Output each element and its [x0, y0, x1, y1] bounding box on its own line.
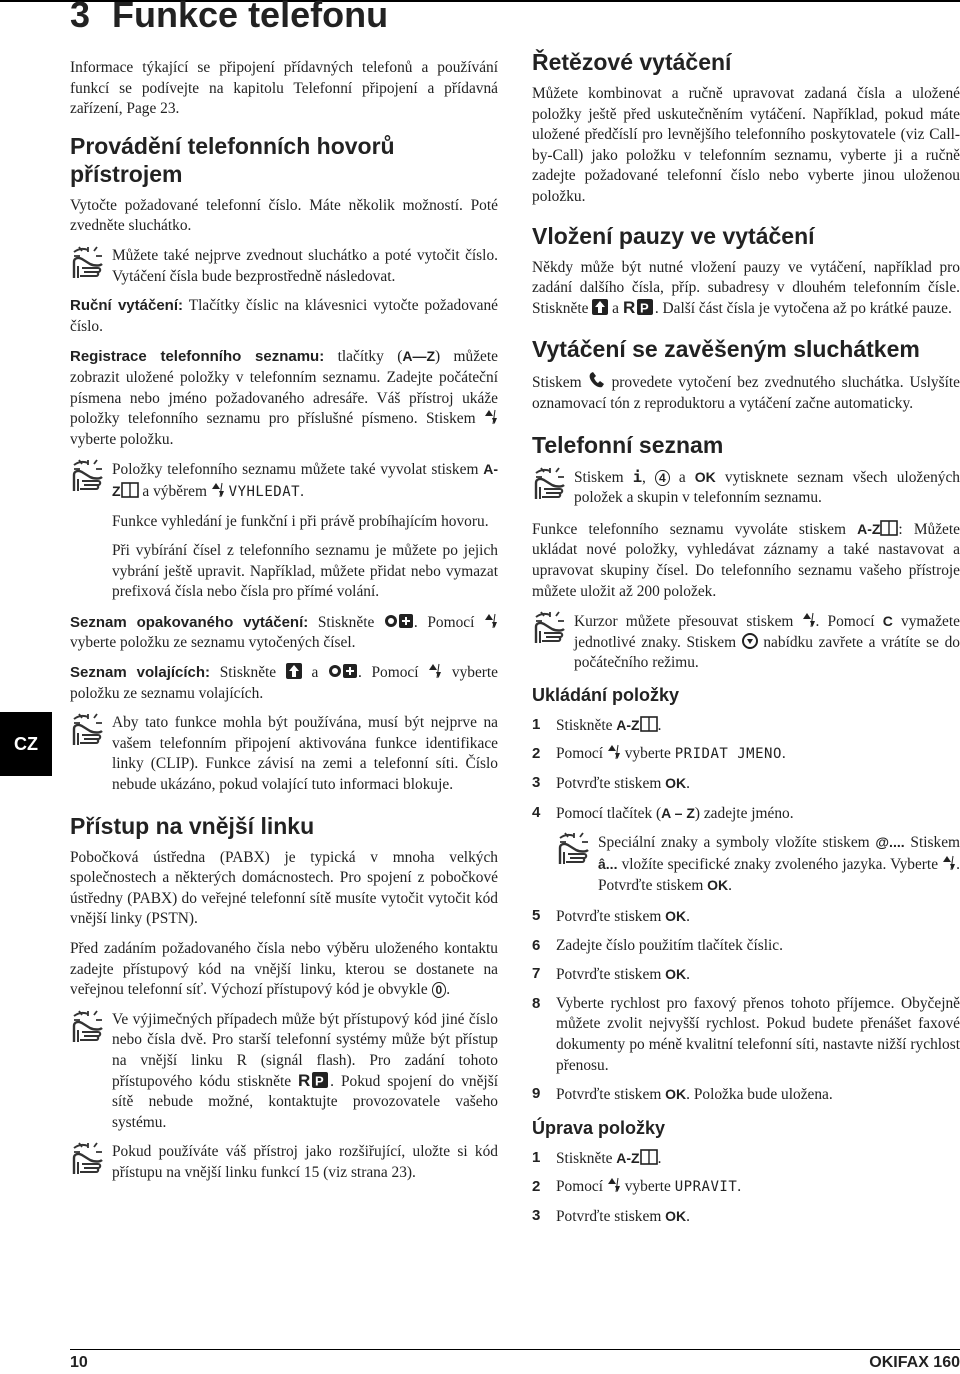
- step: [532, 803, 960, 825]
- tip-text: Můžete také nejprve zvednout sluchátko a poté vytočit číslo. Vytáčení čísla bude bezprostředně následovat.: [112, 246, 498, 285]
- key-language-chars: â...: [598, 855, 618, 872]
- tip-icon: [70, 713, 106, 747]
- step: [532, 994, 960, 1076]
- step-text: .: [657, 1149, 662, 1167]
- tip-text-part: Kurzor můžete přesouvat stiskem: [574, 613, 802, 631]
- access-code-text: .: [446, 981, 451, 999]
- key-a-z: A – Z: [661, 804, 695, 821]
- step: [532, 744, 960, 765]
- tip-extension: [70, 1142, 498, 1183]
- tip-text: Při vybírání čísel z telefonního seznamu je můžete po jejich vybrání ještě upravit. Například, můžete přidat nebo vymazat prefixová čísla nebo čísla pro přímé volání.: [112, 542, 498, 601]
- heading-pause: Vložení pauzy ve vytáčení: [532, 222, 815, 249]
- step: [532, 1084, 960, 1106]
- step-number: 5: [532, 907, 541, 925]
- step-text: .: [737, 1178, 742, 1196]
- pause-text: . Další část čísla je vytočena až po krátké pauze.: [654, 299, 952, 317]
- page-number: 10: [70, 1354, 88, 1371]
- phonebook-icon: [121, 482, 139, 498]
- on-hook-text: Stiskem: [532, 374, 588, 392]
- footer-rule: [70, 1349, 960, 1350]
- phonebook-icon: [640, 1149, 658, 1165]
- step-number: 7: [532, 965, 541, 983]
- step-text: .: [686, 966, 690, 984]
- step: [532, 1148, 960, 1170]
- model-name: OKIFAX 160: [869, 1354, 960, 1371]
- tip-text: [574, 467, 960, 509]
- callers-text: a: [301, 664, 328, 682]
- step: [532, 1177, 960, 1198]
- paragraph-pabx: Pobočková ústředna (PABX) je typická v mnoha velkých společnostech a některých domácnostech. Pro spojení z pobočkové ústředny (PABX) do veřejné telefonní sítě musíte vytočit vytočit kód vnější linky (PSTN).: [70, 848, 498, 928]
- key-ok: OK: [707, 877, 729, 894]
- display-text-search: VYHLEDAT: [228, 483, 301, 500]
- step-number: 2: [532, 745, 541, 763]
- paragraph-access-code: [70, 939, 498, 1001]
- tip-icon: [70, 459, 106, 493]
- step-number: 1: [532, 1148, 541, 1166]
- tip-special-chars: [556, 832, 960, 897]
- tip-text-part: nabídku zavřete a vrátíte se do počátečního režimu.: [574, 633, 960, 672]
- tip-text: [574, 611, 960, 674]
- callers-label: Seznam volajících:: [70, 664, 211, 682]
- paragraph-manual-dial: [70, 296, 498, 337]
- phonebook-icon: [880, 520, 898, 536]
- paragraph-on-hook: [532, 371, 960, 414]
- paragraph-phonebook: [532, 519, 960, 602]
- step-text: .: [686, 908, 690, 926]
- tip-text-part: Ve výjimečných případech může být přístupový kód jiné číslo nebo čísla dvě. Pro starší telefonní systémy může být přístup na vnější linku R (signál flash). Pro zadání tohoto přístupového kódu stiskněte: [112, 1010, 498, 1090]
- phonebook-reg-text: tlačítky (: [324, 348, 403, 366]
- step-number: 1: [532, 715, 541, 733]
- step-number: 3: [532, 1206, 541, 1224]
- tip-flash: [70, 1010, 498, 1134]
- language-tab: CZ: [0, 712, 52, 776]
- paragraph-redial: [70, 613, 498, 654]
- step-text: Stiskněte: [556, 1149, 617, 1167]
- tip-text-part: a výběrem: [138, 482, 211, 500]
- r-key-icon: [623, 299, 655, 315]
- step-text: Vyberte rychlost pro faxový přenos tohoto příjemce. Obyčejně můžete zvolit nejvyšší rychlost. Pokud budete přenášet faxové dokumenty po méně kvalitní telefonní síti, nastavte nižší rychlost přenosu.: [556, 994, 960, 1074]
- tip-icon: [532, 467, 568, 501]
- tip-text: Pokud používáte váš přístroj jako rozšiřující, uložte si kód přístupu na vnější linku funkcí 15 (viz strana 23).: [112, 1143, 498, 1181]
- step-text: vyberte: [620, 745, 675, 763]
- step-text: Pomocí: [556, 1178, 607, 1196]
- heading-edit-entry: Úprava položky: [532, 1117, 666, 1138]
- access-code-text: Před zadáním požadovaného čísla nebo výběru uloženého kontaktu zadejte přístupový kód na vnější linku, kterou se dostanete na veřejnou telefonní síť. Výchozí přístupový kód je obvykle: [70, 940, 498, 999]
- up-down-arrow-icon: [802, 612, 816, 628]
- paragraph-phonebook-reg: [70, 346, 498, 450]
- tip-text-part: vymažete jednotlivé znaky. Stiskem: [574, 613, 960, 651]
- step-number: 4: [532, 803, 541, 821]
- redial-text: vyberte položku ze seznamu vytočených čísel.: [70, 634, 356, 652]
- key-a-z: A-Z: [857, 520, 881, 537]
- key-a-z: A-Z: [616, 1149, 640, 1166]
- shift-arrow-icon: [592, 299, 608, 315]
- step: [532, 964, 960, 986]
- intro-paragraph: Informace týkající se připojení přídavných telefonů a používání funkcí se podívejte na kapitolu Telefonní připojení a přídavná zařízení, Page 23.: [70, 59, 498, 118]
- handset-icon: [588, 371, 606, 389]
- key-ok: OK: [665, 1086, 687, 1103]
- display-text-add-name: PRIDAT JMENO: [674, 746, 782, 763]
- redial-text: . Pomocí: [413, 613, 484, 631]
- manual-dial-label: Ruční vytáčení:: [70, 297, 183, 315]
- phonebook-text: Funkce telefonního seznamu vyvoláte stiskem: [532, 520, 858, 538]
- key-info: i: [632, 467, 643, 486]
- paragraph-dial: Vytočte požadované telefonní číslo. Máte několik možností. Poté zvedněte sluchátko.: [70, 196, 498, 235]
- step-number: 8: [532, 994, 541, 1012]
- key-ok: OK: [665, 775, 687, 792]
- tip-icon: [70, 246, 106, 280]
- save-steps: [532, 715, 960, 824]
- tip-text-part: . Pomocí: [815, 613, 883, 631]
- tip-text-part: Stiskem: [574, 468, 633, 486]
- up-down-arrow-icon: [942, 855, 956, 871]
- manual-dial-text: Tlačítky číslic na klávesnici vytočte požadované číslo.: [70, 297, 498, 335]
- step-text: Potvrďte stiskem: [556, 775, 666, 793]
- key-a-z: A-Z: [616, 716, 640, 733]
- phonebook-reg-text-3: vyberte položku.: [70, 430, 174, 448]
- step: [532, 1206, 960, 1228]
- step: [532, 936, 960, 957]
- key-ok: OK: [665, 908, 687, 925]
- tip-text-part: .: [728, 877, 732, 895]
- paragraph-callers: [70, 663, 498, 704]
- tip-text-part: Položky telefonního seznamu můžete také vyvolat stiskem: [112, 461, 484, 479]
- tip-text-part: . Potvrďte stiskem: [598, 855, 960, 895]
- phonebook-text: : Můžete ukládat nové položky, vyhledávat záznamy a také nastavovat a upravovat skupiny čísel. Do telefonního seznamu vašeho přístroje můžete uložit až 200 položek.: [532, 520, 960, 600]
- left-column: [70, 58, 498, 1193]
- tip-clip: [70, 713, 498, 795]
- up-down-arrow-icon: [607, 744, 621, 760]
- redial-label: Seznam opakovaného vytáčení:: [70, 613, 309, 631]
- paragraph-pause: [532, 258, 960, 320]
- step: [532, 906, 960, 928]
- step-number: 3: [532, 774, 541, 792]
- step-text: Potvrďte stiskem: [556, 966, 666, 984]
- step-number: 6: [532, 936, 541, 954]
- up-down-arrow-icon: [607, 1177, 621, 1193]
- up-down-arrow-icon: [484, 613, 498, 629]
- heading-calls: Provádění telefonních hovorů přístrojem: [70, 132, 395, 187]
- tip-text-part: vložíte specifické znaky zvoleného jazyka. Vyberte: [617, 855, 943, 873]
- step-text: .: [781, 745, 786, 763]
- step-text: .: [657, 716, 662, 734]
- key-c: C: [882, 613, 893, 630]
- paragraph-chain-dial: Můžete kombinovat a ručně upravovat zadaná čísla a uložené položky ještě před uskutečněním vytáčení. Například, pokud máte uložené předčíslí pro levnějšího telefonního poskytovatele (viz Call-by-Call) jako položku v telefonním seznamu, vyberte ji a ručně zadejte požadované telefonní číslo nebo vyberte jinou uloženou položku.: [532, 85, 960, 205]
- key-zero: 0: [432, 982, 447, 998]
- heading-phonebook: Telefonní seznam: [532, 431, 724, 458]
- heading-save-entry: Ukládání položky: [532, 684, 680, 705]
- step-text: Potvrďte stiskem: [556, 1086, 666, 1104]
- on-hook-text: provedete vytočení bez zvednutého sluchátka. Uslyšíte oznamovací tón z reproduktoru a vytáčení začne automaticky.: [532, 374, 960, 412]
- key-special-chars: @....: [875, 834, 905, 851]
- pause-text: Někdy může být nutné vložení pauzy ve vytáčení, například pro zadání dalšího čísla, příp. subadresy v dlouhém telefonním čísle. Stiskněte: [532, 258, 960, 317]
- step-text: Potvrďte stiskem: [556, 908, 666, 926]
- step-text: ) zadejte jméno.: [694, 804, 794, 822]
- tip-text-part: Stiskem: [904, 834, 960, 852]
- phonebook-icon: [640, 716, 658, 732]
- tip-text: Aby tato funkce mohla být používána, musí být nejprve na vašem telefonním připojení aktivována funkce identifikace linky (CLIP). Funkce závisí na zemi a telefonní síti. Číslo nebude ukázáno, pokud volající tuto informaci blokuje.: [112, 714, 498, 794]
- step-text: Potvrďte stiskem: [556, 1207, 666, 1225]
- tip-text-part: .: [300, 482, 304, 500]
- step-number: 2: [532, 1178, 541, 1196]
- r-key-icon: [298, 1072, 330, 1088]
- heading-chain-dial: Řetězové vytáčení: [532, 49, 732, 75]
- tip-icon: [70, 1010, 106, 1044]
- phonebook-reg-label: Registrace telefonního seznamu:: [70, 348, 325, 366]
- tip-text: Funkce vyhledání je funkční i při právě probíhajícím hovoru.: [112, 512, 489, 530]
- tip-text-part: vytisknete seznam všech uložených položek a skupin v telefonním seznamu.: [574, 468, 960, 507]
- callers-text: vyberte položku ze seznamu volajících.: [70, 664, 499, 702]
- redial-icon: [384, 613, 414, 629]
- tip-cursor: [532, 611, 960, 674]
- step-text: .: [686, 775, 690, 793]
- tip-text-part: ,: [642, 468, 655, 486]
- callers-text: Stiskněte: [210, 664, 286, 682]
- save-steps-continued: [532, 906, 960, 1106]
- up-down-arrow-icon: [211, 482, 225, 498]
- key-four: 4: [655, 470, 670, 486]
- key-a-z: A-Z: [112, 461, 498, 499]
- heading-outside-line: Přístup na vnější linku: [70, 812, 315, 839]
- callers-text: . Pomocí: [357, 664, 429, 682]
- edit-steps: [532, 1148, 960, 1228]
- tip-phonebook-search: [70, 459, 498, 603]
- step: [532, 715, 960, 737]
- chapter-title-text: Funkce telefonu: [112, 0, 389, 35]
- tip-text: [112, 1010, 498, 1134]
- chapter-number: 3: [70, 0, 91, 35]
- key-ok: OK: [665, 966, 687, 983]
- chapter-title: [70, 0, 388, 36]
- redial-icon: [328, 663, 358, 679]
- step-number: 9: [532, 1085, 541, 1103]
- tip-text: [112, 459, 498, 502]
- stop-icon: [742, 633, 758, 649]
- tip-text-part: Speciální znaky a symboly vložíte stiskem: [598, 834, 876, 852]
- tip-text-part: . Pokud spojení do vnější sítě nebude možné, kontaktujte provozovatele vašeho systému.: [112, 1072, 498, 1131]
- key-ok: OK: [694, 468, 716, 485]
- phonebook-reg-text-2: ) můžete zobrazit uložené položky v telefonním seznamu. Zadejte počáteční písmena nebo jméno požadovaného adresáře. Váš přístroj ukáže položky telefonního seznamu pro příslušné písmeno. Stiskem: [70, 348, 498, 428]
- pause-text: a: [608, 299, 623, 317]
- key-ok: OK: [665, 1207, 687, 1224]
- right-column: [532, 48, 960, 1236]
- step-text: vyberte: [620, 1178, 675, 1196]
- display-text-edit: UPRAVIT: [674, 1179, 738, 1196]
- step-text: .: [686, 1207, 690, 1225]
- redial-text: Stiskněte: [308, 613, 384, 631]
- up-down-arrow-icon: [428, 663, 442, 679]
- up-down-arrow-icon: [484, 409, 498, 425]
- tip-print-phonebook: [532, 467, 960, 509]
- tip-text: [598, 832, 960, 897]
- step-text: Pomocí tlačítek (: [556, 804, 662, 822]
- step-text: Stiskněte: [556, 716, 617, 734]
- step-text: Zadejte číslo použitím tlačítek číslic.: [556, 936, 783, 954]
- tip-icon: [70, 1142, 106, 1176]
- step: [532, 773, 960, 795]
- tip-icon: [556, 832, 592, 866]
- tip-text-part: a: [669, 468, 695, 486]
- key-a-z: A—Z: [402, 348, 435, 365]
- heading-on-hook: Vytáčení se zavěšeným sluchátkem: [532, 336, 920, 363]
- step-text: . Položka bude uložena.: [686, 1086, 833, 1104]
- tip-icon: [532, 611, 568, 645]
- step-text: Pomocí: [556, 745, 607, 763]
- tip-lift-handset: [70, 246, 498, 287]
- shift-arrow-icon: [286, 663, 302, 679]
